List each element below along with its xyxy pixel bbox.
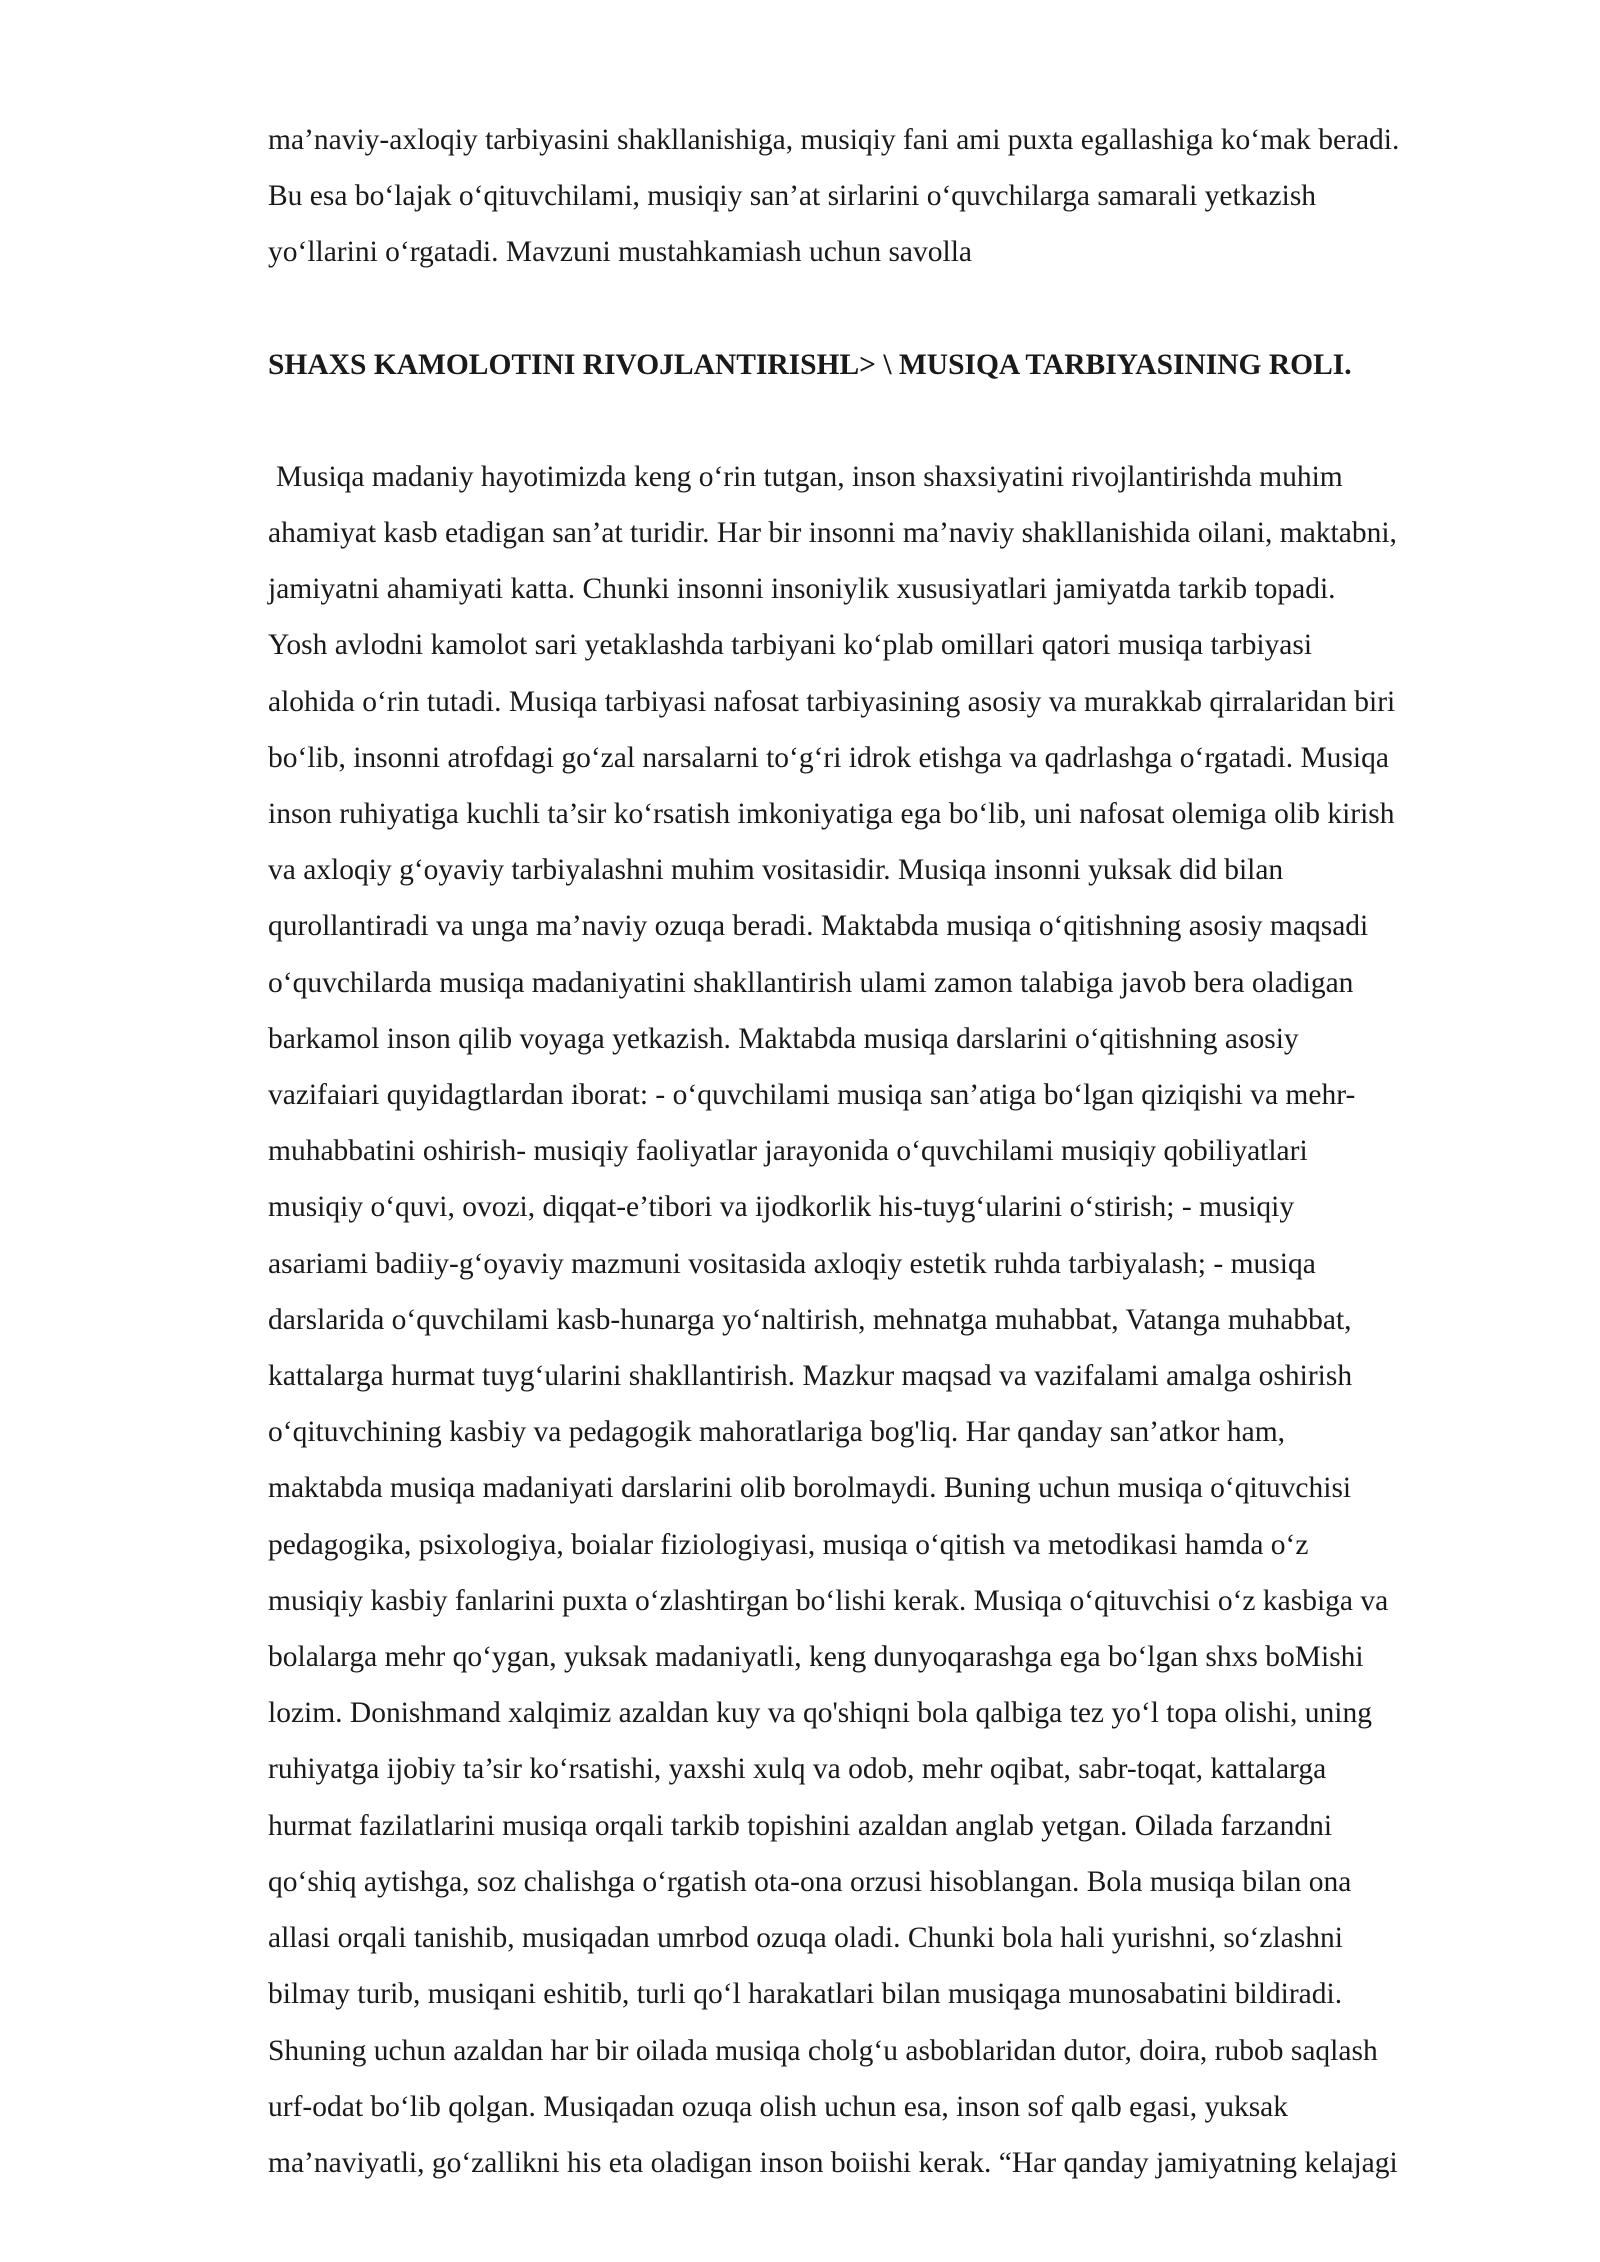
- text-line: barkamol inson qilib voyaga yetkazish. Maktabda musiqa darslarini o‘qitishning asosiy: [268, 1022, 1299, 1055]
- text-line: bo‘lib, insonni atrofdagi go‘zal narsalarni to‘g‘ri idrok etishga va qadrlashga o‘rgatadi. Musiqa: [268, 741, 1389, 774]
- text-line: jamiyatni ahamiyati katta. Chunki insonni insoniylik xususiyatlari jamiyatda tarkib topadi.: [268, 573, 1336, 606]
- document-page: [268, 112, 1518, 2191]
- text-line: darslarida o‘quvchilami kasb-hunarga yo‘naltirish, mehnatga muhabbat, Vatanga muhabbat,: [268, 1303, 1352, 1336]
- text-line: qurollantiradi va unga ma’naviy ozuqa beradi. Maktabda musiqa o‘qitishning asosiy maqsadi: [268, 910, 1369, 943]
- text-line: Shuning uchun azaldan har bir oilada musiqa cholg‘u asboblaridan dutor, doira, rubob saqlash: [268, 2034, 1378, 2067]
- text-line: pedagogika, psixologiya, boialar fiziologiyasi, musiqa o‘qitish va metodikasi hamda o‘z: [268, 1528, 1309, 1561]
- text-line: asariami badiiy-g‘oyaviy mazmuni vositasida axloqiy estetik ruhda tarbiyalash; - musiqa: [268, 1247, 1316, 1280]
- text-line: urf-odat bo‘lib qolgan. Musiqadan ozuqa olish uchun esa, inson sof qalb egasi, yuksak: [268, 2090, 1289, 2123]
- text-line: vazifaiari quyidagtlardan iborat: - o‘quvchilami musiqa san’atiga bo‘lgan qiziqishi va mehr-: [268, 1079, 1356, 1112]
- text-line: qo‘shiq aytishga, soz chalishga o‘rgatish ota-ona orzusi hisoblangan. Bola musiqa bilan ona: [268, 1865, 1352, 1898]
- intro-paragraph: [268, 112, 1518, 281]
- text-line: o‘qituvchining kasbiy va pedagogik mahoratlariga bog'liq. Har qanday san’atkor ham,: [268, 1416, 1286, 1449]
- text-line: bilmay turib, musiqani eshitib, turli qo‘l harakatlari bilan musiqaga munosabatini bildiradi.: [268, 1978, 1343, 2011]
- text-line: musiqiy kasbiy fanlarini puxta o‘zlashtirgan bo‘lishi kerak. Musiqa o‘qituvchisi o‘z kasbiga va: [268, 1584, 1389, 1617]
- text-line: inson ruhiyatiga kuchli ta’sir ko‘rsatish imkoniyatiga ega bo‘lib, uni nafosat olemiga olib kirish: [268, 798, 1395, 831]
- text-line: maktabda musiqa madaniyati darslarini olib borolmaydi. Buning uchun musiqa o‘qituvchisi: [268, 1472, 1352, 1505]
- text-line: kattalarga hurmat tuyg‘ularini shakllantirish. Mazkur maqsad va vazifalami amalga oshirish: [268, 1360, 1353, 1393]
- text-line: muhabbatini oshirish- musiqiy faoliyatlar jarayonida o‘quvchilami musiqiy qobiliyatlari: [268, 1135, 1308, 1168]
- text-line: ma’naviy-axloqiy tarbiyasini shakllanishiga, musiqiy fani ami puxta egallashiga ko‘mak beradi.: [268, 124, 1400, 156]
- section-heading: SHAXS KAMOLOTINI RIVOJLANTIRISHL> \ MUSIQA TARBIYASINING ROLI.: [268, 348, 1352, 381]
- text-line: ahamiyat kasb etadigan san’at turidir. Har bir insonni ma’naviy shakllanishida oilani, maktabni,: [268, 517, 1397, 550]
- text-line: yo‘llarini o‘rgatadi. Mavzuni mustahkamiash uchun savolla: [268, 236, 973, 269]
- text-line: alohida o‘rin tutadi. Musiqa tarbiyasi nafosat tarbiyasining asosiy va murakkab qirralaridan biri: [268, 685, 1396, 718]
- text-line: va axloqiy g‘oyaviy tarbiyalashni muhim vositasidir. Musiqa insonni yuksak did bilan: [268, 854, 1284, 887]
- text-line: Bu esa bo‘lajak o‘qituvchilami, musiqiy san’at sirlarini o‘quvchilarga samarali yetkazish: [268, 180, 1317, 213]
- body-paragraph: [268, 449, 1518, 2191]
- text-line: musiqiy o‘quvi, ovozi, diqqat-e’tibori va ijodkorlik his-tuyg‘ularini o‘stirish; - musiqiy: [268, 1191, 1295, 1224]
- text-line: bolalarga mehr qo‘ygan, yuksak madaniyatli, keng dunyoqarashga ega bo‘lgan shxs boMishi: [268, 1641, 1364, 1674]
- text-line: ma’naviyatli, go‘zallikni his eta oladigan inson boiishi kerak. “Har qanday jamiyatning kelajagi: [268, 2146, 1398, 2179]
- text-line: hurmat fazilatlarini musiqa orqali tarkib topishini azaldan anglab yetgan. Oilada farzandni: [268, 1809, 1333, 1842]
- text-line: Musiqa madaniy hayotimizda keng o‘rin tutgan, inson shaxsiyatini rivojlantirishda muhim: [276, 460, 1343, 493]
- text-line: allasi orqali tanishib, musiqadan umrbod ozuqa oladi. Chunki bola hali yurishni, so‘zlashni: [268, 1922, 1343, 1955]
- text-line: Yosh avlodni kamolot sari yetaklashda tarbiyani ko‘plab omillari qatori musiqa tarbiyasi: [268, 629, 1313, 662]
- text-line: lozim. Donishmand xalqimiz azaldan kuy va qo'shiqni bola qalbiga tez yo‘l topa olishi, uning: [268, 1697, 1372, 1730]
- text-line: ruhiyatga ijobiy ta’sir ko‘rsatishi, yaxshi xulq va odob, mehr oqibat, sabr-toqat, kattalarga: [268, 1753, 1327, 1786]
- text-line: o‘quvchilarda musiqa madaniyatini shakllantirish ulami zamon talabiga javob bera oladigan: [268, 966, 1354, 999]
